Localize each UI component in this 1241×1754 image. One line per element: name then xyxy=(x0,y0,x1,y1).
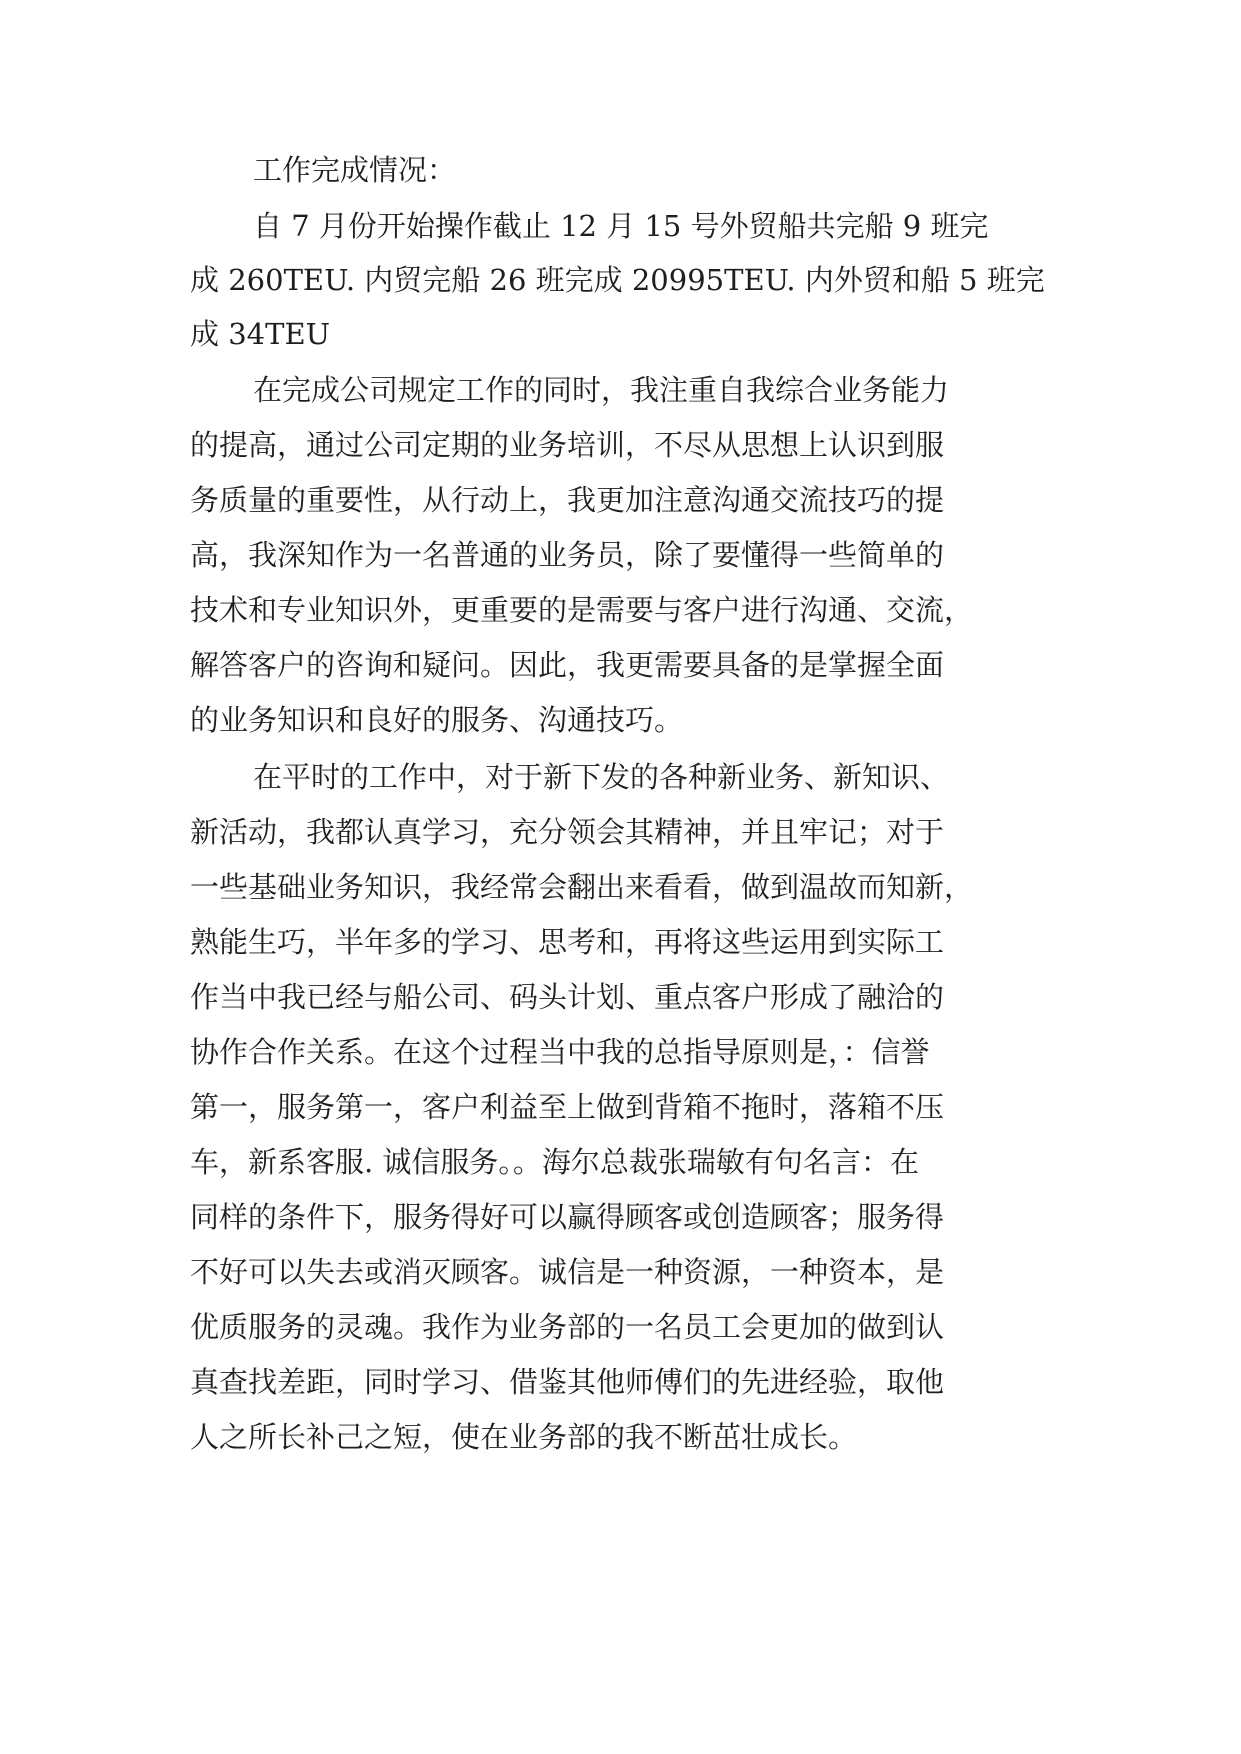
text-line: 务质量的重要性，从行动上，我更加注意沟通交流技巧的提 xyxy=(190,483,945,517)
text-line: 协作合作关系。在这个过程当中我的总指导原则是，：信誉 xyxy=(190,1035,930,1069)
text-line: 优质服务的灵魂。我作为业务部的一名员工会更加的做到认 xyxy=(190,1310,945,1344)
text-line: 在平时的工作中，对于新下发的各种新业务、新知识、 xyxy=(253,760,950,794)
text-line: 车，新系客服. 诚信服务。。海尔总裁张瑞敏有句名言：在 xyxy=(190,1145,919,1179)
text-line: 真查找差距，同时学习、借鉴其他师傅们的先进经验，取他 xyxy=(190,1365,945,1399)
text-line: 同样的条件下，服务得好可以赢得顾客或创造顾客；服务得 xyxy=(190,1200,945,1234)
text-line: 在完成公司规定工作的同时，我注重自我综合业务能力 xyxy=(253,373,950,407)
text-line: 人之所长补己之短，使在业务部的我不断茁壮成长。 xyxy=(190,1420,858,1454)
text-line: 高，我深知作为一名普通的业务员，除了要懂得一些简单的 xyxy=(190,538,945,572)
heading: 工作完成情况： xyxy=(253,153,457,187)
text-line: 解答客户的咨询和疑问。因此，我更需要具备的是掌握全面 xyxy=(190,648,945,682)
text-line: 成 34TEU xyxy=(190,317,331,351)
text-line: 一些基础业务知识，我经常会翻出来看看，做到温故而知新， xyxy=(190,870,974,904)
text-line: 的提高，通过公司定期的业务培训，不尽从思想上认识到服 xyxy=(190,428,945,462)
text-line: 的业务知识和良好的服务、沟通技巧。 xyxy=(190,703,684,737)
text-line: 熟能生巧，半年多的学习、思考和，再将这些运用到实际工 xyxy=(190,925,945,959)
text-line: 技术和专业知识外，更重要的是需要与客户进行沟通、交流， xyxy=(190,593,974,627)
text-line: 新活动，我都认真学习，充分领会其精神，并且牢记；对于 xyxy=(190,815,945,849)
text-line: 第一，服务第一，客户利益至上做到背箱不拖时，落箱不压 xyxy=(190,1090,945,1124)
text-line: 自 7 月份开始操作截止 12 月 15 号外贸船共完船 9 班完 xyxy=(253,209,989,243)
text-line: 成 260TEU. 内贸完船 26 班完成 20995TEU. 内外贸和船 5 班完 xyxy=(190,263,1045,297)
text-line: 作当中我已经与船公司、码头计划、重点客户形成了融洽的 xyxy=(190,980,945,1014)
text-line: 不好可以失去或消灭顾客。诚信是一种资源，一种资本，是 xyxy=(190,1255,945,1289)
